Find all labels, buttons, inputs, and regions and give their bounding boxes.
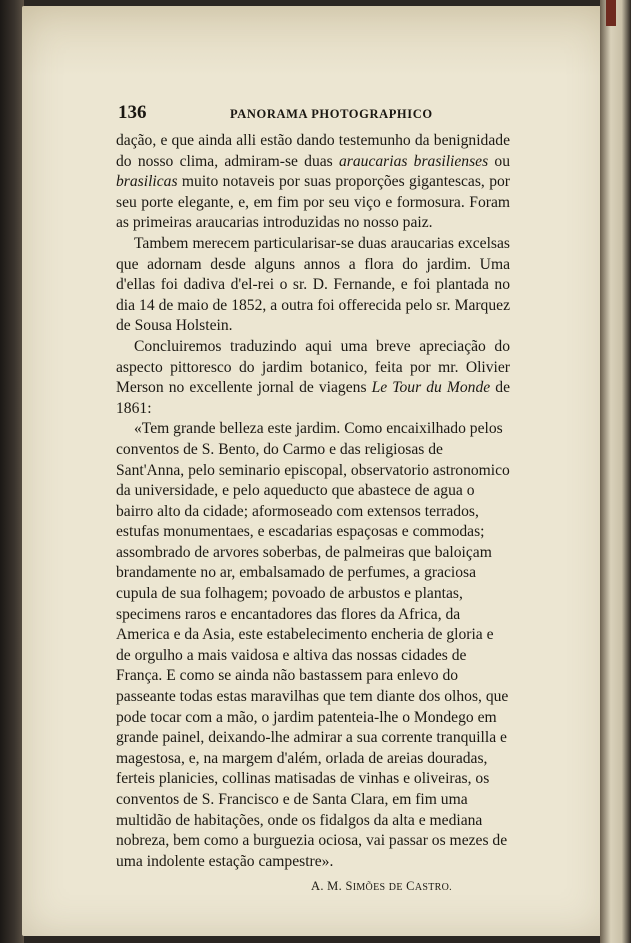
journal-title: Le Tour du Monde: [371, 379, 491, 397]
signature-surname-2-rest: ASTRO.: [414, 882, 452, 894]
author-signature: [116, 876, 510, 899]
paragraph-1: [116, 131, 510, 234]
signature-surname-2-cap: C: [406, 879, 415, 894]
quotation-paragraph: «Tem grande belleza este jardim. Como encaixilhado pelos conventos de S. Bento, do Carmo e das religiosas de Sant'Anna, pelo seminario episcopal, observatorio astronomico da universidade, e pelo aqueducto que abastece de agua o bairro alto da cidade; aformoseado com extensos terrados, estufas monumentaes, e escadarias espaçosas e commodas; assombrado de arvores soberbas, de palmeiras que baloiçam brandamente no ar, embalsamado de perfumes, a graciosa cupula de sua folhagem; povoado de arbustos e plantas, specimens raros e encantadores das flores da Africa, da America e da Asia, este estabelecimento encheria de gloria e de orgulho a mais vaidosa e altiva das nossas cidades de França. E como se ainda não bastassem para enlevo do passeante todas estas maravilhas que tem diante dos olhos, que pode tocar com a mão, o jardim patenteia-lhe o Mondego em grande painel, deixando-lhe admirar a sua corrente tranquilla e magestosa, e, na margem d'além, orlada de areias douradas, ferteis planicies, collinas matisadas de vinhas e oliveiras, os conventos de S. Francisco e de Santa Clara, em fim uma multidão de habitações, onde os fidalgos da alta e mediana nobreza, bem como a burguezia ociosa, vai passar os mezes de uma indolente estação campestre».: [116, 420, 510, 870]
page-edge: [600, 0, 631, 943]
paragraph-3: [116, 337, 510, 419]
bookmark-ribbon: [606, 0, 616, 26]
paragraph-1-text-c: muito notaveis por suas proporções gigantescas, por seu porte elegante, e, em fim por seu viço e formosura. Foram as primeiras araucarias introduzidas no nosso paiz.: [116, 173, 510, 232]
paragraph-1-text-a: dação, e que ainda alli estão dando testemunho da benignidade do nosso clima, admiram-se duas: [116, 132, 510, 170]
signature-surname-1-cap: S: [345, 879, 353, 894]
paragraph-1-italic-a: araucarias brasilienses: [338, 152, 489, 170]
signature-surname-1-rest: IMÕES: [352, 882, 386, 894]
running-title: PANORAMA PHOTOGRAPHICO: [230, 107, 433, 121]
paragraph-1-italic-b: brasilicas: [116, 173, 178, 191]
paragraph-2: Tambem merecem particularisar-se duas araucarias excelsas que adornam desde alguns annos a flora do jardim. Uma d'ellas foi dadiva d'el-rei o sr. D. Fernande, e foi plantada no dia 14 de maio de 1852, a outra foi offerecida pelo sr. Marquez de Sousa Holstein.: [116, 234, 510, 335]
page-number: 136: [118, 102, 147, 123]
book-spine: [0, 0, 24, 943]
paragraph-1-text-b: ou: [488, 152, 510, 170]
paragraph-3-text-b: de 1861:: [116, 379, 510, 417]
signature-initials: A. M.: [311, 879, 343, 894]
paragraph-3-text-a: Concluiremos traduzindo aqui uma breve apreciação do aspecto pittoresco do jardim botanico, feita por mr. Olivier Merson no excellente jornal de viagens: [116, 337, 510, 397]
signature-particle: DE: [388, 882, 403, 894]
page-header: [118, 102, 510, 126]
body-text: [116, 131, 510, 899]
